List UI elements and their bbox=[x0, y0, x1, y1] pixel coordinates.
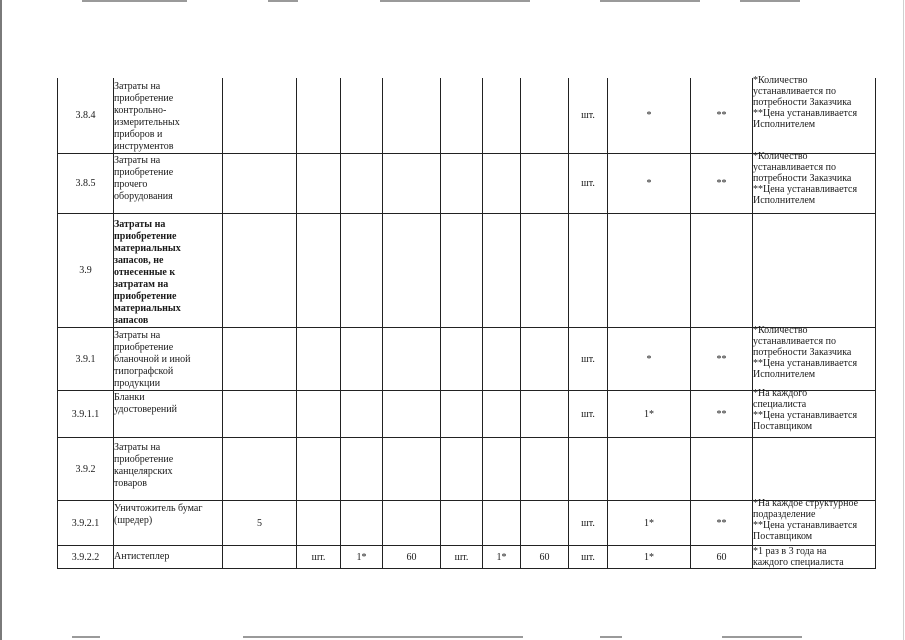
empty-cell bbox=[691, 214, 753, 328]
unit-cell: шт. bbox=[441, 546, 483, 569]
unit-cell: шт. bbox=[569, 501, 608, 546]
note-text: *На каждого специалиста **Цена устанавливается Поставщиком bbox=[753, 388, 858, 432]
note-cell bbox=[753, 151, 876, 214]
empty-cell bbox=[383, 214, 441, 328]
item-name: Затраты на приобретение канцелярских товаров bbox=[114, 438, 223, 501]
value-cell: * bbox=[608, 328, 691, 391]
empty-cell bbox=[341, 154, 383, 214]
empty-cell bbox=[383, 154, 441, 214]
value-cell: 1* bbox=[608, 391, 691, 438]
empty-cell bbox=[383, 438, 441, 501]
row-number: 3.9.1 bbox=[58, 328, 114, 391]
row-number: 3.9 bbox=[58, 214, 114, 328]
cost-table bbox=[57, 75, 876, 569]
unit-cell: шт. bbox=[569, 546, 608, 569]
row-number: 3.8.4 bbox=[58, 78, 114, 154]
value-cell: ** bbox=[691, 501, 753, 546]
value-cell: 60 bbox=[691, 546, 753, 569]
table-row bbox=[58, 78, 876, 154]
value-cell: 1* bbox=[483, 546, 521, 569]
item-name: Антистеплер bbox=[114, 546, 223, 569]
item-name: Бланки удостоверений bbox=[114, 391, 223, 438]
empty-cell bbox=[341, 214, 383, 328]
empty-cell bbox=[483, 438, 521, 501]
empty-cell bbox=[223, 154, 297, 214]
empty-cell bbox=[383, 328, 441, 391]
table-row bbox=[58, 391, 876, 438]
item-name: Затраты на приобретение прочего оборудования bbox=[114, 154, 223, 214]
empty-cell bbox=[223, 391, 297, 438]
table-row bbox=[58, 214, 876, 328]
empty-cell bbox=[608, 438, 691, 501]
empty-cell bbox=[441, 391, 483, 438]
row-number: 3.9.1.1 bbox=[58, 391, 114, 438]
empty-cell bbox=[223, 78, 297, 154]
row-number: 3.8.5 bbox=[58, 154, 114, 214]
empty-cell bbox=[483, 154, 521, 214]
value-cell: 1* bbox=[341, 546, 383, 569]
note-text: *Количество устанавливается по потребности Заказчика **Цена устанавливается Исполнителем bbox=[753, 151, 858, 206]
unit-cell: шт. bbox=[297, 546, 341, 569]
empty-cell bbox=[341, 438, 383, 501]
unit-cell: шт. bbox=[569, 391, 608, 438]
value-cell: * bbox=[608, 154, 691, 214]
value-cell: 1* bbox=[608, 546, 691, 569]
note-cell bbox=[753, 438, 876, 501]
empty-cell bbox=[223, 546, 297, 569]
table-row bbox=[58, 438, 876, 501]
empty-cell bbox=[441, 78, 483, 154]
unit-cell: шт. bbox=[569, 328, 608, 391]
value-cell: * bbox=[608, 78, 691, 154]
scan-edge-line bbox=[82, 0, 187, 2]
empty-cell bbox=[608, 214, 691, 328]
value-cell: 1* bbox=[608, 501, 691, 546]
empty-cell bbox=[341, 328, 383, 391]
empty-cell bbox=[441, 328, 483, 391]
empty-cell bbox=[297, 328, 341, 391]
empty-cell bbox=[569, 214, 608, 328]
empty-cell bbox=[483, 78, 521, 154]
scan-edge-line bbox=[243, 636, 523, 638]
empty-cell bbox=[223, 328, 297, 391]
empty-cell bbox=[341, 501, 383, 546]
empty-cell bbox=[521, 78, 569, 154]
empty-cell bbox=[483, 501, 521, 546]
note-text: *Количество устанавливается по потребности Заказчика **Цена устанавливается Исполнителем bbox=[753, 325, 858, 380]
empty-cell bbox=[441, 501, 483, 546]
table-body bbox=[58, 75, 876, 569]
value-cell: ** bbox=[691, 328, 753, 391]
empty-cell bbox=[483, 214, 521, 328]
empty-cell bbox=[483, 391, 521, 438]
note-text: *На каждое структурное подразделение **Цена устанавливается Поставщиком bbox=[753, 498, 859, 542]
empty-cell bbox=[521, 214, 569, 328]
note-text: *Количество устанавливается по потребности Заказчика **Цена устанавливается Исполнителем bbox=[753, 75, 858, 130]
unit-cell: шт. bbox=[569, 78, 608, 154]
value-cell: 60 bbox=[521, 546, 569, 569]
empty-cell bbox=[223, 214, 297, 328]
note-text: *1 раз в 3 года на каждого специалиста bbox=[753, 546, 844, 568]
scan-edge-line bbox=[722, 636, 802, 638]
scan-edge-line bbox=[380, 0, 530, 2]
item-name: Затраты на приобретение материальных запасов, не отнесенные к затратам на приобретение материальных запасов bbox=[114, 214, 223, 328]
scan-edge-line bbox=[0, 0, 2, 640]
note-cell bbox=[753, 546, 876, 569]
empty-cell bbox=[383, 78, 441, 154]
table-row bbox=[58, 501, 876, 546]
item-name: Уничтожитель бумаг (шредер) bbox=[114, 501, 223, 546]
empty-cell bbox=[483, 328, 521, 391]
note-cell bbox=[753, 325, 876, 391]
empty-cell bbox=[521, 501, 569, 546]
row-number: 3.9.2.2 bbox=[58, 546, 114, 569]
value-cell: ** bbox=[691, 391, 753, 438]
value-cell: 5 bbox=[223, 501, 297, 546]
row-number: 3.9.2.1 bbox=[58, 501, 114, 546]
empty-cell bbox=[569, 438, 608, 501]
empty-cell bbox=[297, 438, 341, 501]
value-cell: ** bbox=[691, 154, 753, 214]
scan-edge-line bbox=[600, 636, 622, 638]
empty-cell bbox=[521, 391, 569, 438]
note-cell bbox=[753, 498, 876, 546]
empty-cell bbox=[297, 214, 341, 328]
note-cell bbox=[753, 214, 876, 328]
empty-cell bbox=[297, 78, 341, 154]
empty-cell bbox=[521, 328, 569, 391]
empty-cell bbox=[691, 438, 753, 501]
empty-cell bbox=[383, 501, 441, 546]
scan-edge-line bbox=[72, 636, 100, 638]
item-name: Затраты на приобретение контрольно- измерительных приборов и инструментов bbox=[114, 78, 223, 154]
scan-edge-line bbox=[600, 0, 700, 2]
empty-cell bbox=[441, 214, 483, 328]
empty-cell bbox=[521, 154, 569, 214]
empty-cell bbox=[441, 154, 483, 214]
note-cell bbox=[753, 388, 876, 438]
empty-cell bbox=[383, 391, 441, 438]
table-row bbox=[58, 328, 876, 391]
empty-cell bbox=[521, 438, 569, 501]
row-number: 3.9.2 bbox=[58, 438, 114, 501]
empty-cell bbox=[441, 438, 483, 501]
unit-cell: шт. bbox=[569, 154, 608, 214]
scan-edge-line bbox=[903, 0, 904, 640]
empty-cell bbox=[297, 391, 341, 438]
empty-cell bbox=[341, 78, 383, 154]
empty-cell bbox=[297, 501, 341, 546]
item-name: Затраты на приобретение бланочной и иной типографской продукции bbox=[114, 328, 223, 391]
value-cell: ** bbox=[691, 78, 753, 154]
table-row bbox=[58, 154, 876, 214]
empty-cell bbox=[341, 391, 383, 438]
scan-edge-line bbox=[740, 0, 800, 2]
value-cell: 60 bbox=[383, 546, 441, 569]
note-cell bbox=[753, 75, 876, 154]
empty-cell bbox=[223, 438, 297, 501]
empty-cell bbox=[297, 154, 341, 214]
scan-edge-line bbox=[268, 0, 298, 2]
table-row bbox=[58, 546, 876, 569]
